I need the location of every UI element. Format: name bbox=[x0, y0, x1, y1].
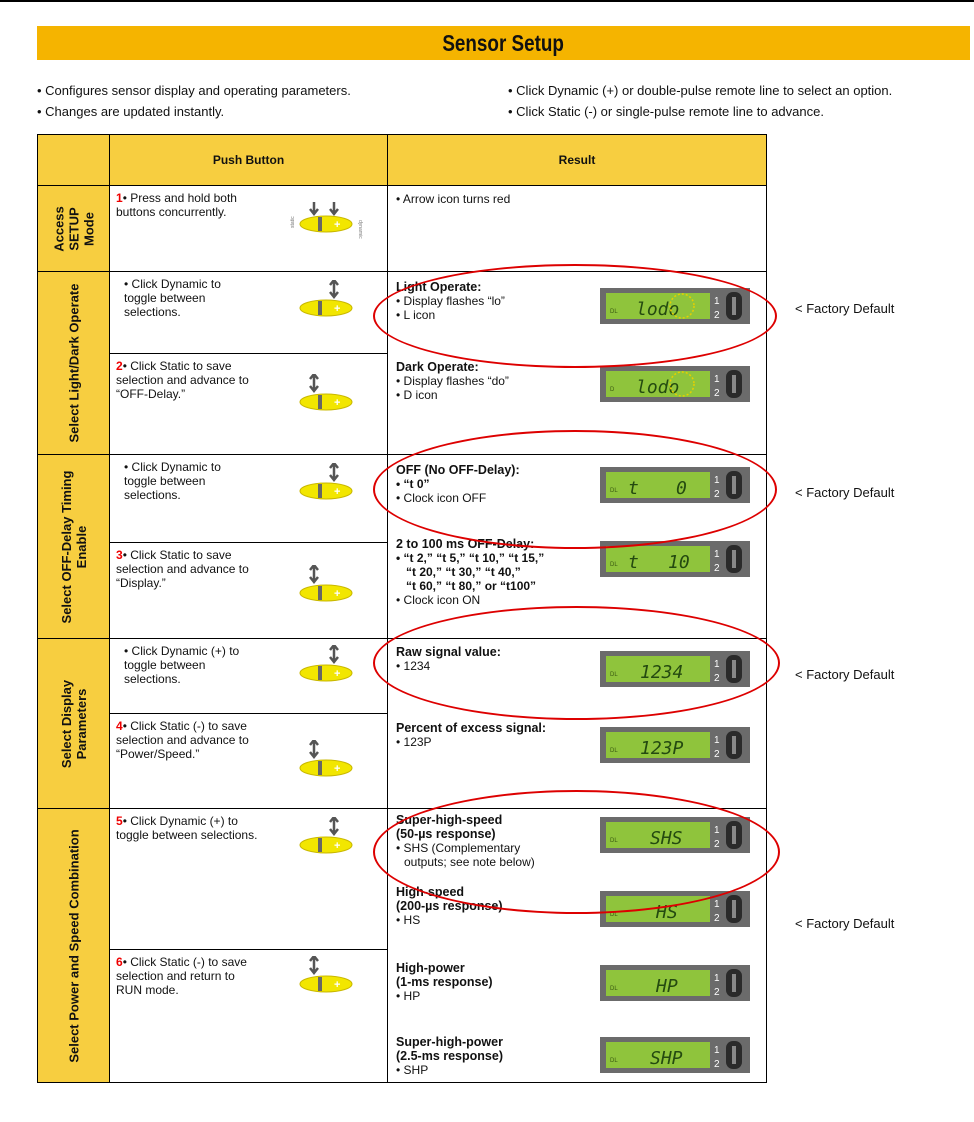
lcd-channel: 1 bbox=[714, 825, 720, 836]
result-line: • Clock icon OFF bbox=[396, 491, 487, 505]
dynamic-button-icon bbox=[280, 463, 368, 507]
lcd-text: 1234 bbox=[640, 662, 684, 683]
svg-text:+: + bbox=[334, 763, 341, 775]
result-line: • HS bbox=[396, 913, 421, 927]
lcd-channel: 1 bbox=[714, 973, 720, 984]
lcd-text: t bbox=[628, 552, 639, 573]
step-instruction: • Press and hold both buttons concurrently. bbox=[116, 191, 237, 219]
step-text: • Click Dynamic to toggle between selections. bbox=[124, 460, 221, 502]
result-line: • Display flashes “do” bbox=[396, 374, 509, 388]
push-cell bbox=[110, 714, 388, 809]
dynamic-button-icon bbox=[280, 645, 368, 689]
lcd-indicator: DL bbox=[610, 488, 618, 494]
lcd-display-t0 bbox=[600, 467, 750, 503]
result-raw bbox=[396, 645, 596, 673]
lcd-channel: 1 bbox=[714, 374, 720, 385]
section-label: Select OFF-Delay Timing Enable bbox=[58, 470, 89, 623]
result-line: • Clock icon ON bbox=[396, 593, 481, 607]
push-cell bbox=[110, 950, 388, 1083]
result-title: 2 to 100 ms OFF-Delay: bbox=[396, 537, 535, 551]
lcd-display-lodo-light bbox=[600, 288, 750, 324]
lcd-text: 10 bbox=[668, 552, 690, 573]
step-instruction: • Click Static to save selection and advance to “Display.” bbox=[116, 548, 249, 590]
static-button-icon bbox=[280, 740, 368, 784]
result-title: OFF (No OFF-Delay): bbox=[396, 463, 520, 477]
result-title: High-speed bbox=[396, 885, 465, 899]
lcd-display-shs bbox=[600, 817, 750, 853]
result-line: “t 60,” “t 80,” or “t100” bbox=[406, 579, 537, 593]
result-title: Percent of excess signal: bbox=[396, 721, 547, 735]
lcd-indicator: DL bbox=[610, 672, 618, 678]
section-label: Select Display Parameters bbox=[58, 679, 89, 768]
result-delay bbox=[396, 537, 616, 607]
result-cell bbox=[388, 272, 767, 455]
result-shp bbox=[396, 1035, 596, 1077]
svg-text:+: + bbox=[334, 303, 341, 315]
result-hp bbox=[396, 961, 596, 1003]
result-line: • D icon bbox=[396, 388, 438, 402]
col-header-result: Result bbox=[388, 135, 767, 186]
step-text bbox=[116, 191, 256, 219]
result-cell bbox=[388, 809, 767, 1083]
lcd-text: HS bbox=[656, 902, 678, 923]
static-button-icon bbox=[280, 374, 368, 418]
section-power bbox=[38, 809, 110, 1083]
factory-default-label: < Factory Default bbox=[795, 667, 895, 682]
push-cell bbox=[110, 455, 388, 543]
lcd-channel: 1 bbox=[714, 899, 720, 910]
lcd-text: SHS bbox=[650, 828, 683, 849]
push-cell bbox=[110, 272, 388, 354]
lcd-channel: 2 bbox=[714, 1059, 720, 1070]
result-line: outputs; see note below) bbox=[404, 855, 535, 869]
factory-default-label: < Factory Default bbox=[795, 916, 895, 931]
lcd-channel: 2 bbox=[714, 913, 720, 924]
lcd-channel: 1 bbox=[714, 1045, 720, 1056]
result-shs bbox=[396, 813, 606, 869]
lcd-display-t10 bbox=[600, 541, 750, 577]
static-button-icon bbox=[280, 565, 368, 609]
result-title: Super-high-power bbox=[396, 1035, 503, 1049]
push-cell bbox=[110, 186, 388, 272]
step-text bbox=[116, 719, 286, 761]
lcd-indicator: DL bbox=[610, 748, 618, 754]
step-text bbox=[116, 548, 256, 590]
step-number: 6 bbox=[116, 955, 123, 969]
intro-line: • Click Static (-) or single-pulse remote line to advance. bbox=[508, 104, 824, 119]
page-banner bbox=[37, 26, 970, 60]
step-text bbox=[116, 955, 256, 997]
lcd-display-hp bbox=[600, 965, 750, 1001]
intro-line: • Configures sensor display and operating parameters. bbox=[37, 83, 351, 98]
svg-text:+: + bbox=[334, 219, 341, 231]
lcd-display-raw bbox=[600, 651, 750, 687]
lcd-channel: 2 bbox=[714, 839, 720, 850]
svg-text:+: + bbox=[334, 840, 341, 852]
result-line: • L icon bbox=[396, 308, 436, 322]
lcd-indicator: DL bbox=[610, 838, 618, 844]
lcd-channel: 2 bbox=[714, 987, 720, 998]
step-text bbox=[116, 814, 266, 842]
step-text bbox=[116, 359, 266, 401]
lcd-indicator: DL bbox=[610, 562, 618, 568]
push-cell bbox=[110, 543, 388, 639]
step-instruction: • Click Dynamic (+) to toggle between selections. bbox=[116, 814, 258, 842]
section-label: Select Light/Dark Operate bbox=[66, 283, 81, 443]
result-title: Light Operate: bbox=[396, 280, 482, 294]
result-title: (200-µs response) bbox=[396, 899, 503, 913]
step-instruction: • Click Static (-) to save selection and advance to “Power/Speed.” bbox=[116, 719, 249, 761]
section-label: Select Power and Speed Combination bbox=[66, 828, 81, 1063]
step-number: 3 bbox=[116, 548, 123, 562]
intro-line: • Changes are updated instantly. bbox=[37, 104, 225, 119]
col-header-push: Push Button bbox=[110, 135, 388, 186]
lcd-display-lodo-dark bbox=[600, 366, 750, 402]
step-instruction: • Click Static to save selection and advance to “OFF-Delay.” bbox=[116, 359, 249, 401]
svg-text:+: + bbox=[334, 979, 341, 991]
result-hs bbox=[396, 885, 596, 927]
svg-text:+: + bbox=[334, 397, 341, 409]
result-line: • “t 2,” “t 5,” “t 10,” “t 15,” bbox=[396, 551, 545, 565]
section-access bbox=[38, 186, 110, 272]
step-number: 5 bbox=[116, 814, 123, 828]
result-title: Raw signal value: bbox=[396, 645, 501, 659]
lcd-indicator: DL bbox=[610, 1058, 618, 1064]
lcd-channel: 1 bbox=[714, 659, 720, 670]
result-light bbox=[396, 280, 596, 322]
setup-table bbox=[37, 134, 767, 1083]
lcd-channel: 2 bbox=[714, 310, 720, 321]
result-line: • SHS (Complementary bbox=[396, 841, 521, 855]
result-line: • HP bbox=[396, 989, 421, 1003]
lcd-text: 123P bbox=[640, 738, 684, 759]
lcd-channel: 1 bbox=[714, 475, 720, 486]
result-cell bbox=[388, 455, 767, 639]
step-text: • Click Dynamic to toggle between selections. bbox=[124, 277, 221, 319]
lcd-indicator: DL bbox=[610, 912, 618, 918]
result-pct bbox=[396, 721, 596, 749]
top-rule bbox=[0, 0, 974, 2]
result-dark bbox=[396, 360, 596, 402]
section-label: Access SETUP Mode bbox=[51, 205, 96, 252]
lcd-channel: 2 bbox=[714, 563, 720, 574]
result-title: (1-ms response) bbox=[396, 975, 493, 989]
result-cell bbox=[388, 186, 767, 272]
step-text: • Click Dynamic (+) to toggle between selections. bbox=[124, 644, 240, 686]
lcd-text: SHP bbox=[650, 1048, 683, 1069]
result-line: • SHP bbox=[396, 1063, 429, 1077]
lcd-channel: 2 bbox=[714, 749, 720, 760]
lcd-channel: 1 bbox=[714, 735, 720, 746]
factory-default-label: < Factory Default bbox=[795, 301, 895, 316]
step-number: 4 bbox=[116, 719, 123, 733]
result-line: • Display flashes “lo” bbox=[396, 294, 505, 308]
result-off bbox=[396, 463, 596, 505]
section-offdelay bbox=[38, 455, 110, 639]
result-title: (2.5-ms response) bbox=[396, 1049, 503, 1063]
lcd-channel: 1 bbox=[714, 296, 720, 307]
lcd-text: 0 bbox=[676, 478, 687, 499]
lcd-channel: 1 bbox=[714, 549, 720, 560]
result-line: • 1234 bbox=[396, 659, 431, 673]
section-lightdark bbox=[38, 272, 110, 455]
lcd-channel: 2 bbox=[714, 673, 720, 684]
intro-left bbox=[37, 80, 351, 122]
svg-text:+: + bbox=[334, 486, 341, 498]
lcd-text: lodo bbox=[636, 299, 680, 320]
factory-default-label: < Factory Default bbox=[795, 485, 895, 500]
push-cell bbox=[110, 639, 388, 714]
lcd-indicator: DL bbox=[610, 309, 618, 315]
intro-line: • Click Dynamic (+) or double-pulse remote line to select an option. bbox=[508, 83, 893, 98]
lcd-text: HP bbox=[656, 976, 678, 997]
svg-text:dynamic: dynamic bbox=[357, 220, 363, 239]
result-line: • 123P bbox=[396, 735, 432, 749]
lcd-display-pct bbox=[600, 727, 750, 763]
lcd-text: t bbox=[628, 478, 639, 499]
dual-button-press-icon bbox=[280, 200, 368, 244]
push-cell bbox=[110, 809, 388, 950]
result-line: “t 20,” “t 30,” “t 40,” bbox=[406, 565, 521, 579]
header-corner bbox=[38, 135, 110, 186]
result-title: (50-µs response) bbox=[396, 827, 496, 841]
lcd-display-hs bbox=[600, 891, 750, 927]
step-number: 2 bbox=[116, 359, 123, 373]
dynamic-button-icon bbox=[280, 280, 368, 324]
svg-text:static: static bbox=[290, 216, 296, 228]
lcd-text: lodo bbox=[636, 377, 680, 398]
result-title: High-power bbox=[396, 961, 465, 975]
section-display bbox=[38, 639, 110, 809]
push-cell bbox=[110, 354, 388, 455]
step-instruction: • Click Static (-) to save selection and return to RUN mode. bbox=[116, 955, 247, 997]
lcd-channel: 2 bbox=[714, 388, 720, 399]
result-cell bbox=[388, 639, 767, 809]
result-line: • “t 0” bbox=[396, 477, 430, 491]
step-number: 1 bbox=[116, 191, 123, 205]
dynamic-button-icon bbox=[280, 817, 368, 861]
svg-text:+: + bbox=[334, 588, 341, 600]
lcd-channel: 2 bbox=[714, 489, 720, 500]
svg-text:+: + bbox=[334, 668, 341, 680]
page-title: Sensor Setup bbox=[442, 29, 565, 56]
result-title: Dark Operate: bbox=[396, 360, 479, 374]
intro-right bbox=[508, 80, 892, 122]
result-title: Super-high-speed bbox=[396, 813, 503, 827]
result-text: • Arrow icon turns red bbox=[396, 192, 511, 206]
static-button-icon bbox=[280, 956, 368, 1000]
lcd-display-shp bbox=[600, 1037, 750, 1073]
lcd-indicator: DL bbox=[610, 986, 618, 992]
lcd-indicator: D bbox=[610, 387, 615, 393]
